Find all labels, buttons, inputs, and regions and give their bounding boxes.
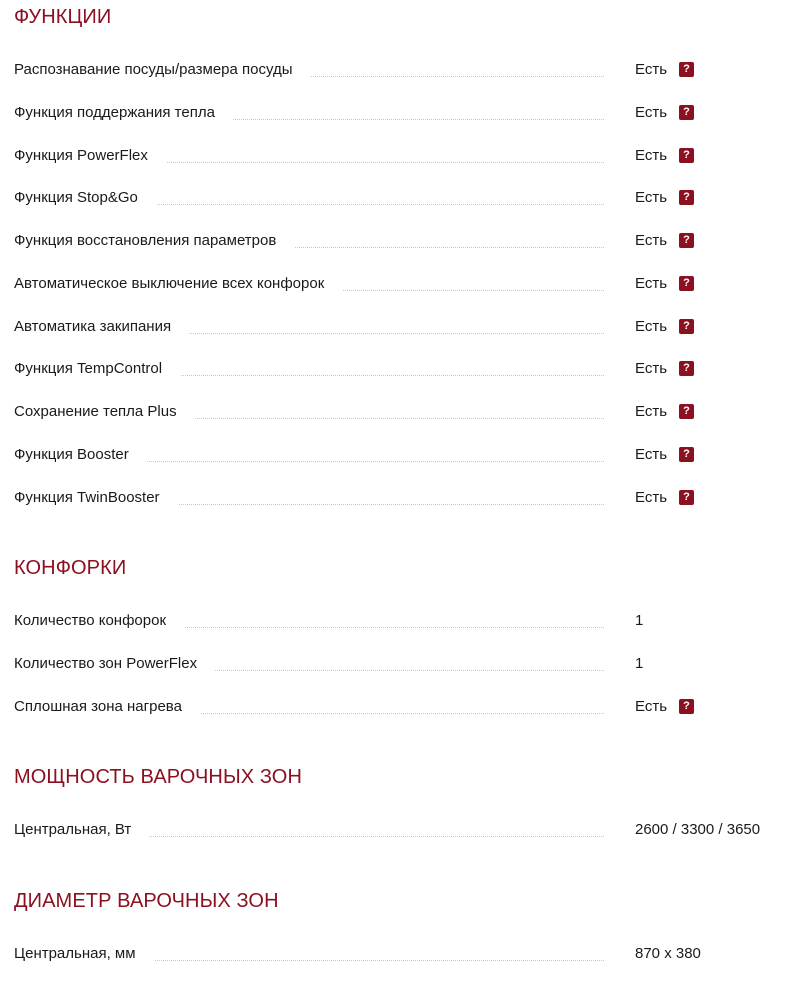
help-icon[interactable]: ?	[679, 105, 694, 120]
spec-value: 870 x 380	[635, 945, 701, 962]
spec-label: Функция поддержания тепла	[14, 102, 233, 124]
spec-label: Функция PowerFlex	[14, 145, 166, 167]
section-title: КОНФОРКИ	[14, 557, 127, 579]
spec-value: Есть	[635, 147, 668, 164]
spec-label: Функция Stop&Go	[14, 187, 156, 209]
help-icon[interactable]: ?	[679, 62, 694, 77]
spec-value: Есть	[635, 275, 668, 292]
spec-value: Есть	[635, 189, 668, 206]
spec-row	[0, 358, 791, 380]
help-icon[interactable]: ?	[679, 190, 694, 205]
spec-label: Центральная, Вт	[14, 819, 149, 841]
spec-label: Центральная, мм	[14, 943, 154, 965]
spec-row	[0, 653, 791, 675]
help-icon[interactable]: ?	[679, 447, 694, 462]
help-icon[interactable]: ?	[679, 233, 694, 248]
spec-label: Функция восстановления параметров	[14, 230, 294, 252]
spec-value: Есть	[635, 403, 668, 420]
spec-label: Сохранение тепла Plus	[14, 401, 195, 423]
section-title: МОЩНОСТЬ ВАРОЧНЫХ ЗОН	[14, 766, 303, 788]
spec-label: Функция TempControl	[14, 358, 180, 380]
spec-value: 1	[635, 655, 644, 672]
spec-row	[0, 145, 791, 167]
spec-label: Функция Booster	[14, 444, 147, 466]
spec-label: Количество зон PowerFlex	[14, 653, 215, 675]
help-icon[interactable]: ?	[679, 404, 694, 419]
spec-value: Есть	[635, 446, 668, 463]
spec-value: Есть	[635, 698, 668, 715]
spec-value: Есть	[635, 232, 668, 249]
spec-label: Функция TwinBooster	[14, 487, 178, 509]
spec-value: Есть	[635, 360, 668, 377]
spec-label: Автоматическое выключение всех конфорок	[14, 273, 342, 295]
spec-label: Распознавание посуды/размера посуды	[14, 59, 311, 81]
help-icon[interactable]: ?	[679, 490, 694, 505]
spec-row	[0, 943, 791, 965]
spec-value: Есть	[635, 104, 668, 121]
help-icon[interactable]: ?	[679, 276, 694, 291]
spec-value: Есть	[635, 61, 668, 78]
spec-row	[0, 273, 791, 295]
spec-row	[0, 487, 791, 509]
spec-value: 2600 / 3300 / 3650	[635, 821, 761, 838]
spec-row	[0, 444, 791, 466]
spec-row	[0, 187, 791, 209]
spec-row	[0, 819, 791, 841]
section-title: ДИАМЕТР ВАРОЧНЫХ ЗОН	[14, 890, 279, 912]
help-icon[interactable]: ?	[679, 148, 694, 163]
section-title: ФУНКЦИИ	[14, 6, 112, 28]
spec-row	[0, 696, 791, 718]
help-icon[interactable]: ?	[679, 361, 694, 376]
spec-row	[0, 102, 791, 124]
spec-row	[0, 230, 791, 252]
spec-value: Есть	[635, 318, 668, 335]
spec-row	[0, 59, 791, 81]
spec-row	[0, 401, 791, 423]
spec-label: Количество конфорок	[14, 610, 184, 632]
spec-value: 1	[635, 612, 644, 629]
spec-label: Сплошная зона нагрева	[14, 696, 200, 718]
spec-row	[0, 316, 791, 338]
help-icon[interactable]: ?	[679, 319, 694, 334]
spec-label: Автоматика закипания	[14, 316, 189, 338]
spec-value: Есть	[635, 489, 668, 506]
help-icon[interactable]: ?	[679, 699, 694, 714]
spec-row	[0, 610, 791, 632]
